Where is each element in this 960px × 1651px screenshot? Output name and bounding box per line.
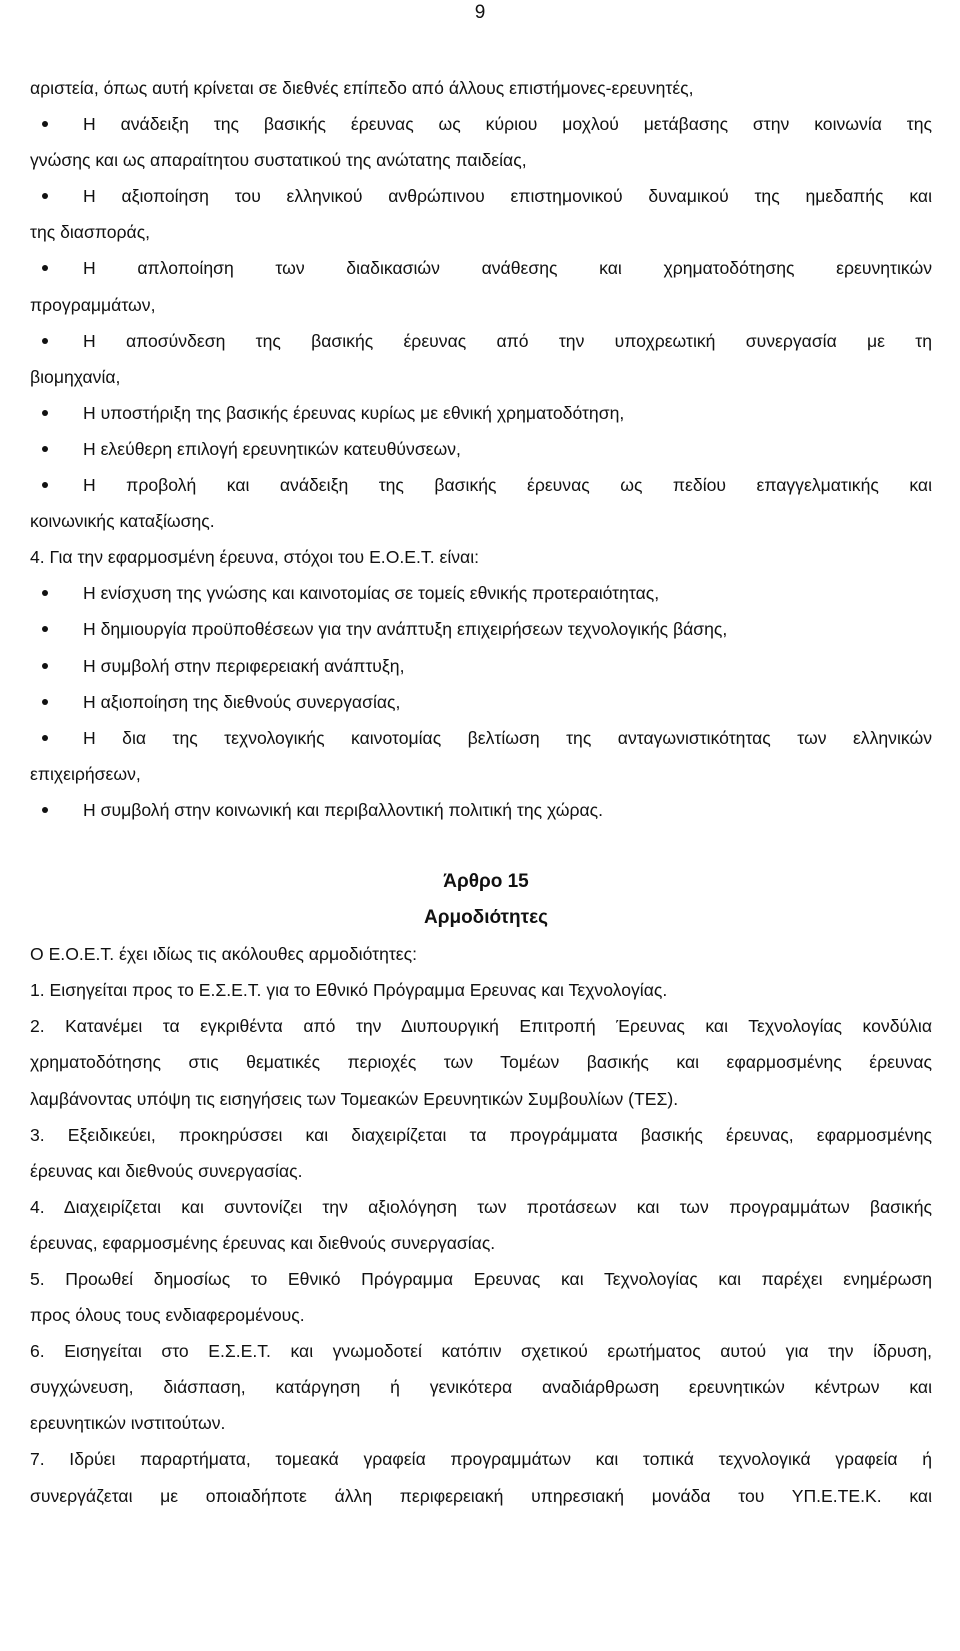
goals-bullet-list-basic-research <box>30 106 932 539</box>
bullet-icon <box>42 482 48 488</box>
list-item-line: Η υποστήριξη της βασικής έρευνας κυρίως με εθνική χρηματοδότηση, <box>83 402 625 423</box>
list-item-line: Η απλοποίηση των διαδικασιών ανάθεσης και χρηματοδότησης ερευνητικών <box>83 258 932 279</box>
numbered-item <box>30 1261 932 1333</box>
list-item <box>30 648 932 684</box>
numbered-item-line: 7. Ιδρύει παραρτήματα, τομεακά γραφεία προγραμμάτων και τοπικά τεχνολογικά γραφεία ή <box>30 1449 932 1470</box>
numbered-item-line: έρευνας και διεθνούς συνεργασίας. <box>30 1160 303 1181</box>
list-item <box>30 323 932 395</box>
bullet-icon <box>42 338 48 344</box>
numbered-item-line: 4. Διαχειρίζεται και συντονίζει την αξιολόγηση των προτάσεων και των προγραμμάτων βασικής <box>30 1196 932 1217</box>
list-item-line: της διασποράς, <box>30 222 151 243</box>
list-item <box>30 395 932 431</box>
list-item-line: Η δημιουργία προϋποθέσεων για την ανάπτυξη επιχειρήσεων τεχνολογικής βάσης, <box>83 619 728 640</box>
article-subtitle: Αρμοδιότητες <box>423 907 549 929</box>
list-item-line: βιομηχανία, <box>30 366 121 387</box>
bullet-icon <box>42 265 48 271</box>
list-item-line: Η ανάδειξη της βασικής έρευνας ως κύριου μοχλού μετάβασης στην κοινωνία της <box>83 114 932 135</box>
article-intro: Ο Ε.Ο.Ε.Τ. έχει ιδίως τις ακόλουθες αρμοδιότητες: <box>30 944 418 965</box>
list-item <box>30 178 932 250</box>
bullet-icon <box>42 121 48 127</box>
list-item <box>30 431 932 467</box>
list-item <box>30 684 932 720</box>
numbered-item-line: 3. Εξειδικεύει, προκηρύσσει και διαχειρίζεται τα προγράμματα βασικής έρευνας, εφαρμοσμένης <box>30 1124 932 1145</box>
continuation-line: αριστεία, όπως αυτή κρίνεται σε διεθνές επίπεδο από άλλους επιστήμονες-ερευνητές, <box>30 78 694 98</box>
document-body <box>30 70 932 1514</box>
numbered-item-line: 6. Εισηγείται στο Ε.Σ.Ε.Τ. και γνωμοδοτεί κατόπιν σχετικού ερωτήματος αυτού για την ίδρυση, <box>30 1341 932 1362</box>
article-title: Άρθρο 15 <box>443 870 529 892</box>
list-item-line: Η αξιοποίηση της διεθνούς συνεργασίας, <box>83 691 401 712</box>
numbered-item <box>30 1333 932 1441</box>
bullet-icon <box>42 193 48 199</box>
list-item-line: Η αξιοποίηση του ελληνικού ανθρώπινου επιστημονικού δυναμικού της ημεδαπής και <box>83 186 932 207</box>
list-item <box>30 792 932 828</box>
list-item-line: Η προβολή και ανάδειξη της βασικής έρευνας ως πεδίου επαγγελματικής και <box>83 475 932 496</box>
numbered-item <box>30 1441 932 1513</box>
list-item-line: Η συμβολή στην κοινωνική και περιβαλλοντική πολιτική της χώρας. <box>83 799 604 820</box>
bullet-icon <box>42 699 48 705</box>
numbered-item-line: συνεργάζεται με οποιαδήποτε άλλη περιφερειακή υπηρεσιακή μονάδα του ΥΠ.Ε.ΤΕ.Κ. και <box>30 1485 932 1506</box>
numbered-item <box>30 1117 932 1189</box>
list-item-line: Η συμβολή στην περιφερειακή ανάπτυξη, <box>83 655 405 676</box>
bullet-icon <box>42 410 48 416</box>
numbered-item-line: χρηματοδότησης στις θεματικές περιοχές των Τομέων βασικής και εφαρμοσμένης έρευνας <box>30 1052 932 1073</box>
list-item-line: Η αποσύνδεση της βασικής έρευνας από την υποχρεωτική συνεργασία με τη <box>83 330 932 351</box>
numbered-item-line: συγχώνευση, διάσπαση, κατάργηση ή γενικότερα αναδιάρθρωση ερευνητικών κέντρων και <box>30 1377 932 1398</box>
list-item <box>30 106 932 178</box>
numbered-item <box>30 972 932 1008</box>
list-item <box>30 250 932 322</box>
list-item <box>30 611 932 647</box>
competences-list <box>30 972 932 1513</box>
bullet-icon <box>42 590 48 596</box>
numbered-item-line: 5. Προωθεί δημοσίως το Εθνικό Πρόγραμμα Ερευνας και Τεχνολογίας και παρέχει ενημέρωση <box>30 1269 932 1289</box>
bullet-icon <box>42 626 48 632</box>
numbered-item-line: προς όλους τους ενδιαφερομένους. <box>30 1305 305 1326</box>
list-item <box>30 575 932 611</box>
goals-bullet-list-applied-research <box>30 575 932 828</box>
list-item <box>30 467 932 539</box>
list-item-line: Η ενίσχυση της γνώσης και καινοτομίας σε τομείς εθνικής προτεραιότητας, <box>83 583 660 604</box>
section-heading: 4. Για την εφαρμοσμένη έρευνα, στόχοι του Ε.Ο.Ε.Τ. είναι: <box>30 547 479 568</box>
bullet-icon <box>42 663 48 669</box>
numbered-item-line: ερευνητικών ινστιτούτων. <box>30 1413 226 1434</box>
numbered-item-line: λαμβάνοντας υπόψη τις εισηγήσεις των Τομεακών Ερευνητικών Συμβουλίων (ΤΕΣ). <box>30 1088 679 1109</box>
list-item-line: προγραμμάτων, <box>30 294 156 315</box>
list-item-line: επιχειρήσεων, <box>30 763 141 784</box>
bullet-icon <box>42 807 48 813</box>
bullet-icon <box>42 735 48 741</box>
numbered-item-line: έρευνας, εφαρμοσμένης έρευνας και διεθνούς συνεργασίας. <box>30 1232 496 1253</box>
page-number: 9 <box>474 2 486 23</box>
bullet-icon <box>42 446 48 452</box>
numbered-item <box>30 1008 932 1116</box>
list-item-line: κοινωνικής καταξίωσης. <box>30 511 215 532</box>
list-item-line: Η δια της τεχνολογικής καινοτομίας βελτίωση της ανταγωνιστικότητας των ελληνικών <box>83 727 932 748</box>
numbered-item-line: 2. Κατανέμει τα εγκριθέντα από την Διυπουργική Επιτροπή Έρευνας και Τεχνολογίας κονδύλια <box>30 1016 932 1037</box>
numbered-item-line: 1. Εισηγείται προς το Ε.Σ.Ε.Τ. για το Εθνικό Πρόγραμμα Ερευνας και Τεχνολογίας. <box>30 980 668 1001</box>
list-item-line: γνώσης και ως απαραίτητου συστατικού της ανώτατης παιδείας, <box>30 150 527 171</box>
list-item <box>30 720 932 792</box>
list-item-line: Η ελεύθερη επιλογή ερευνητικών κατευθύνσεων, <box>83 438 461 459</box>
numbered-item <box>30 1189 932 1261</box>
